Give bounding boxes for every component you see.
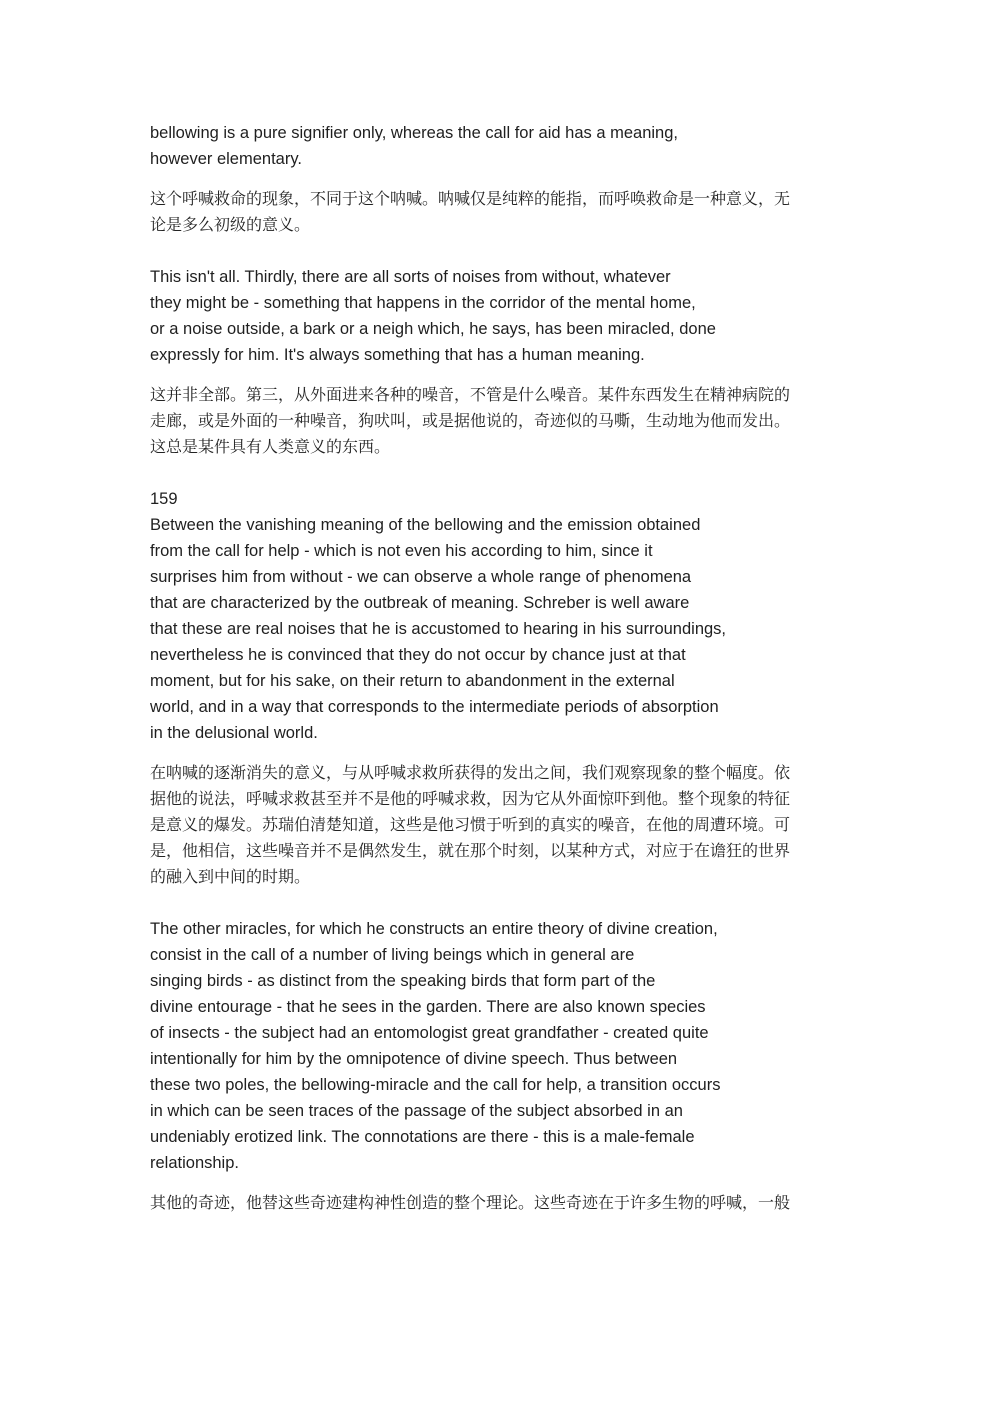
- english-paragraph-3: Between the vanishing meaning of the bellowing and the emission obtained from the call for help - which is not even his according to him, since it surprises him from without - we can observe a whole range of phenomena that are characterized by the outbreak of meaning. Schreber is well aware that these are real noises that he is accustomed to hearing in his surroundings, nevertheless he is convinced that they do not occur by chance just at that moment, but for his sake, on their return to abandonment in the external world, and in a way that corresponds to the intermediate periods of absorption in the delusional world.: [150, 516, 727, 742]
- chinese-paragraph-3: 在呐喊的逐渐消失的意义，与从呼喊求救所获得的发出之间，我们观察现象的整个幅度。依 据他的说法，呼喊求救甚至并不是他的呼喊求救，因为它从外面惊吓到他。整个现象的特征 是意义的爆发。苏瑞伯清楚知道，这些是他习惯于听到的真实的噪音，在他的周遭环境。可 是，他相信，这些噪音并不是偶然发生，就在那个时刻，以某种方式，对应于在谵狂的世界 的融入到中间的时期。: [150, 763, 791, 886]
- document-page: [150, 120, 850, 1216]
- chinese-paragraph-1: 这个呼喊救命的现象，不同于这个呐喊。呐喊仅是纯粹的能指，而呼唤救命是一种意义，无 论是多么初级的意义。: [150, 189, 791, 234]
- page-number: 159: [150, 490, 178, 508]
- english-paragraph-2: This isn't all. Thirdly, there are all sorts of noises from without, whatever they might be - something that happens in the corridor of the mental home, or a noise outside, a bark or a neigh which, he says, has been miracled, done expressly for him. It's always something that has a human meaning.: [150, 268, 716, 364]
- chinese-paragraph-2: 这并非全部。第三，从外面进来各种的噪音，不管是什么噪音。某件东西发生在精神病院的 走廊，或是外面的一种噪音，狗吠叫，或是据他说的，奇迹似的马嘶，生动地为他而发出。 这总是某件具有人类意义的东西。: [150, 385, 791, 456]
- english-paragraph-1: bellowing is a pure signifier only, whereas the call for aid has a meaning, however elementary.: [150, 124, 678, 168]
- chinese-paragraph-4: 其他的奇迹，他替这些奇迹建构神性创造的整个理论。这些奇迹在于许多生物的呼喊，一般: [150, 1193, 791, 1212]
- english-paragraph-4: The other miracles, for which he constructs an entire theory of divine creation, consist in the call of a number of living beings which in general are singing birds - as distinct from the speaking birds that form part of the divine entourage - that he sees in the garden. There are also known species of insects - the subject had an entomologist great grandfather - created quite intentionally for him by the omnipotence of divine speech. Thus between these two poles, the bellowing-miracle and the call for help, a transition occurs in which can be seen traces of the passage of the subject absorbed in an undeniably erotized link. The connotations are there - this is a male-female relationship.: [150, 920, 721, 1172]
